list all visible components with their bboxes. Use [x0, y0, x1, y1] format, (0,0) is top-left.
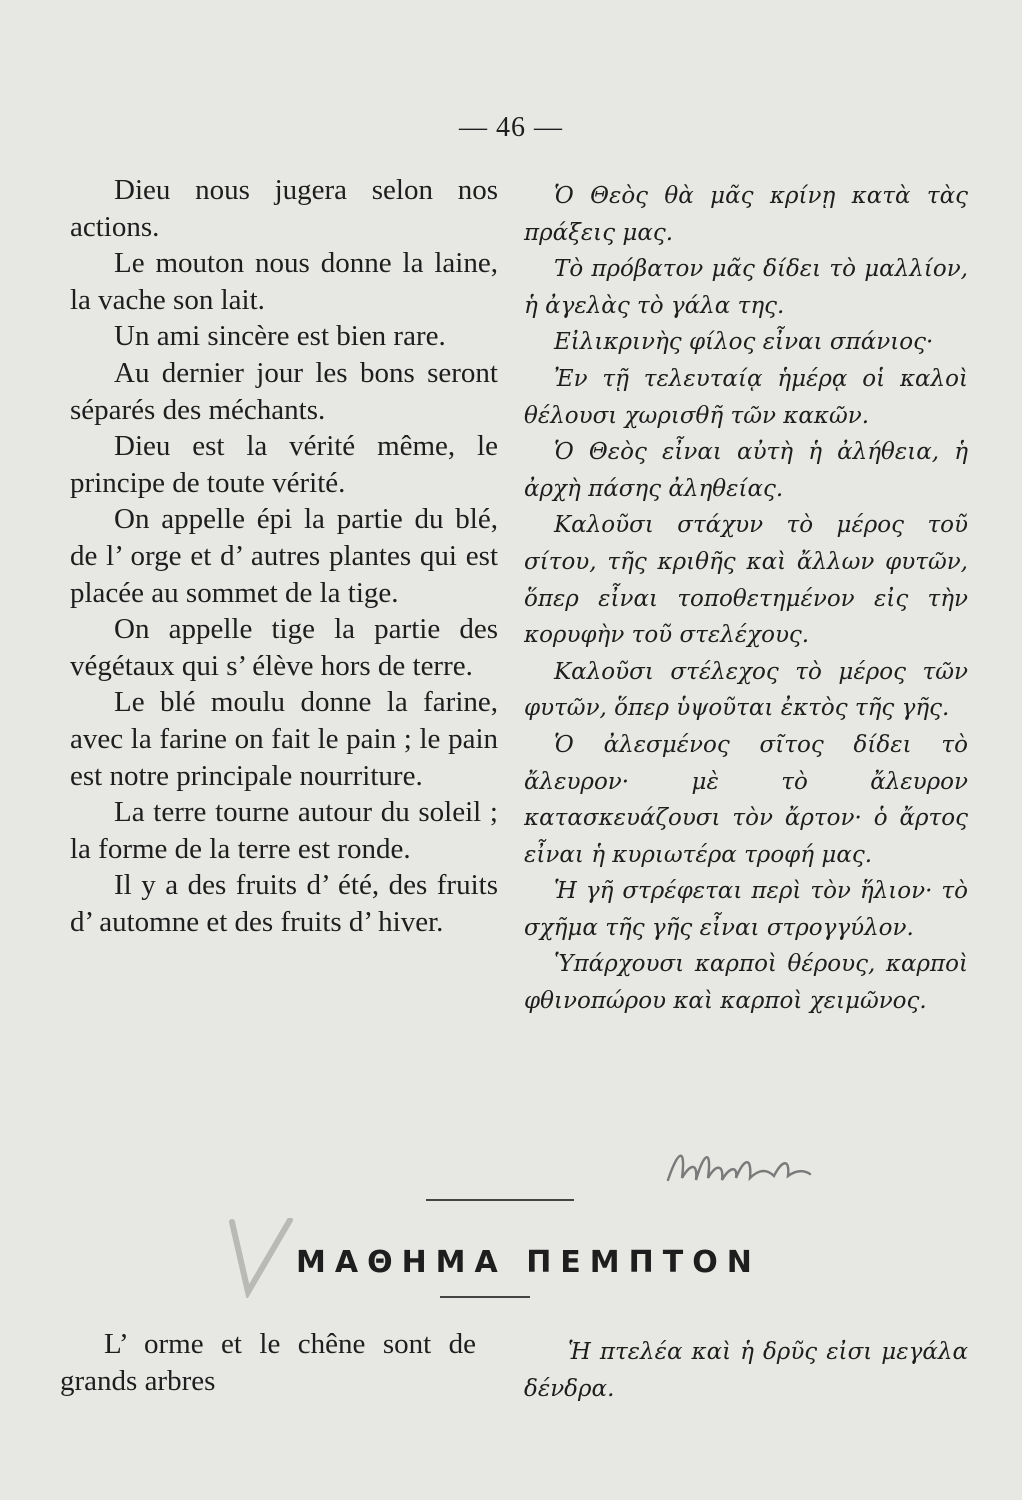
margin-mark-v: [226, 1218, 296, 1298]
greek-paragraph: Τὸ πρόβατον μᾶς δίδει τὸ μαλλίον, ἡ ἀγελὰς τὸ γάλα της.: [524, 256, 968, 319]
french-paragraph: Dieu nous jugera selon nos actions.: [70, 174, 498, 243]
french-paragraph: Le blé moulu donne la farine, avec la farine on fait le pain ; le pain est notre principale nourriture.: [70, 686, 498, 792]
section-divider: [426, 1199, 574, 1201]
french-paragraph: Le mouton nous donne la laine, la vache son lait.: [70, 247, 498, 316]
greek-paragraph: Καλοῦσι στάχυν τὸ μέρος τοῦ σίτου, τῆς κριθῆς καὶ ἄλλων φυτῶν, ὅπερ εἶναι τοποθετημένον εἰς τὴν κορυφὴν τοῦ στελέχους.: [524, 512, 968, 649]
greek-paragraph: Ἐν τῇ τελευταίᾳ ἡμέρᾳ οἱ καλοὶ θέλουσι χωρισθῆ τῶν κακῶν.: [524, 365, 968, 429]
french-paragraph: L’ orme et le chêne sont de grands arbres: [60, 1328, 476, 1397]
french-paragraph: Dieu est la vérité même, le principe de toute vérité.: [70, 430, 498, 499]
french-column: [70, 172, 498, 940]
greek-column: [524, 178, 968, 1020]
greek-paragraph: Ἡ πτελέα καὶ ἡ δρῦς εἰσι μεγάλα δένδρα.: [524, 1339, 968, 1402]
french-paragraph: La terre tourne autour du soleil ; la forme de la terre est ronde.: [70, 796, 498, 865]
french-paragraph: Au dernier jour les bons seront séparés des méchants.: [70, 356, 498, 426]
title-underline: [440, 1296, 530, 1298]
french-paragraph: Il y a des fruits d’ été, des fruits d’ automne et des fruits d’ hiver.: [70, 869, 498, 938]
greek-paragraph: Ὑπάρχουσι καρποὶ θέρους, καρποὶ φθινοπώρου καὶ καρποὶ χειμῶνος.: [524, 951, 968, 1015]
greek-paragraph: Ὁ Θεὸς θὰ μᾶς κρίνῃ κατὰ τὰς πράξεις μας.: [524, 183, 968, 246]
french-paragraph: Un ami sincère est bien rare.: [114, 320, 446, 353]
greek-paragraph: Ὁ ἀλεσμένος σῖτος δίδει τὸ ἄλευρον· μὲ τὸ ἄλευρον κατασκευάζουσι τὸν ἄρτον· ὁ ἄρτος εἶναι ἡ κυριωτέρα τροφή μας.: [524, 731, 968, 868]
page-number: — 46 —: [459, 112, 563, 143]
greek-paragraph: Εἰλικρινὴς φίλος εἶναι σπάνιος·: [554, 329, 934, 356]
bottom-greek-paragraph: [524, 1334, 968, 1407]
section-title: ΜΑΘΗΜΑ ΠΕΜΠΤΟΝ: [296, 1245, 761, 1280]
french-paragraph: On appelle tige la partie des végétaux qui s’ élève hors de terre.: [70, 613, 498, 682]
bottom-french-paragraph: [60, 1326, 476, 1399]
greek-paragraph: Καλοῦσι στέλεχος τὸ μέρος τῶν φυτῶν, ὅπερ ὑψοῦται ἐκτὸς τῆς γῆς.: [524, 658, 968, 722]
handwritten-signature: [664, 1140, 814, 1190]
greek-paragraph: Ἡ γῆ στρέφεται περὶ τὸν ἥλιον· τὸ σχῆμα τῆς γῆς εἶναι στρογγύλον.: [524, 878, 968, 941]
french-paragraph: On appelle épi la partie du blé, de l’ orge et d’ autres plantes qui est placée au sommet de la tige.: [70, 503, 498, 609]
greek-paragraph: Ὁ Θεὸς εἶναι αὐτὴ ἡ ἀλήθεια, ἡ ἀρχὴ πάσης ἀληθείας.: [524, 439, 968, 502]
